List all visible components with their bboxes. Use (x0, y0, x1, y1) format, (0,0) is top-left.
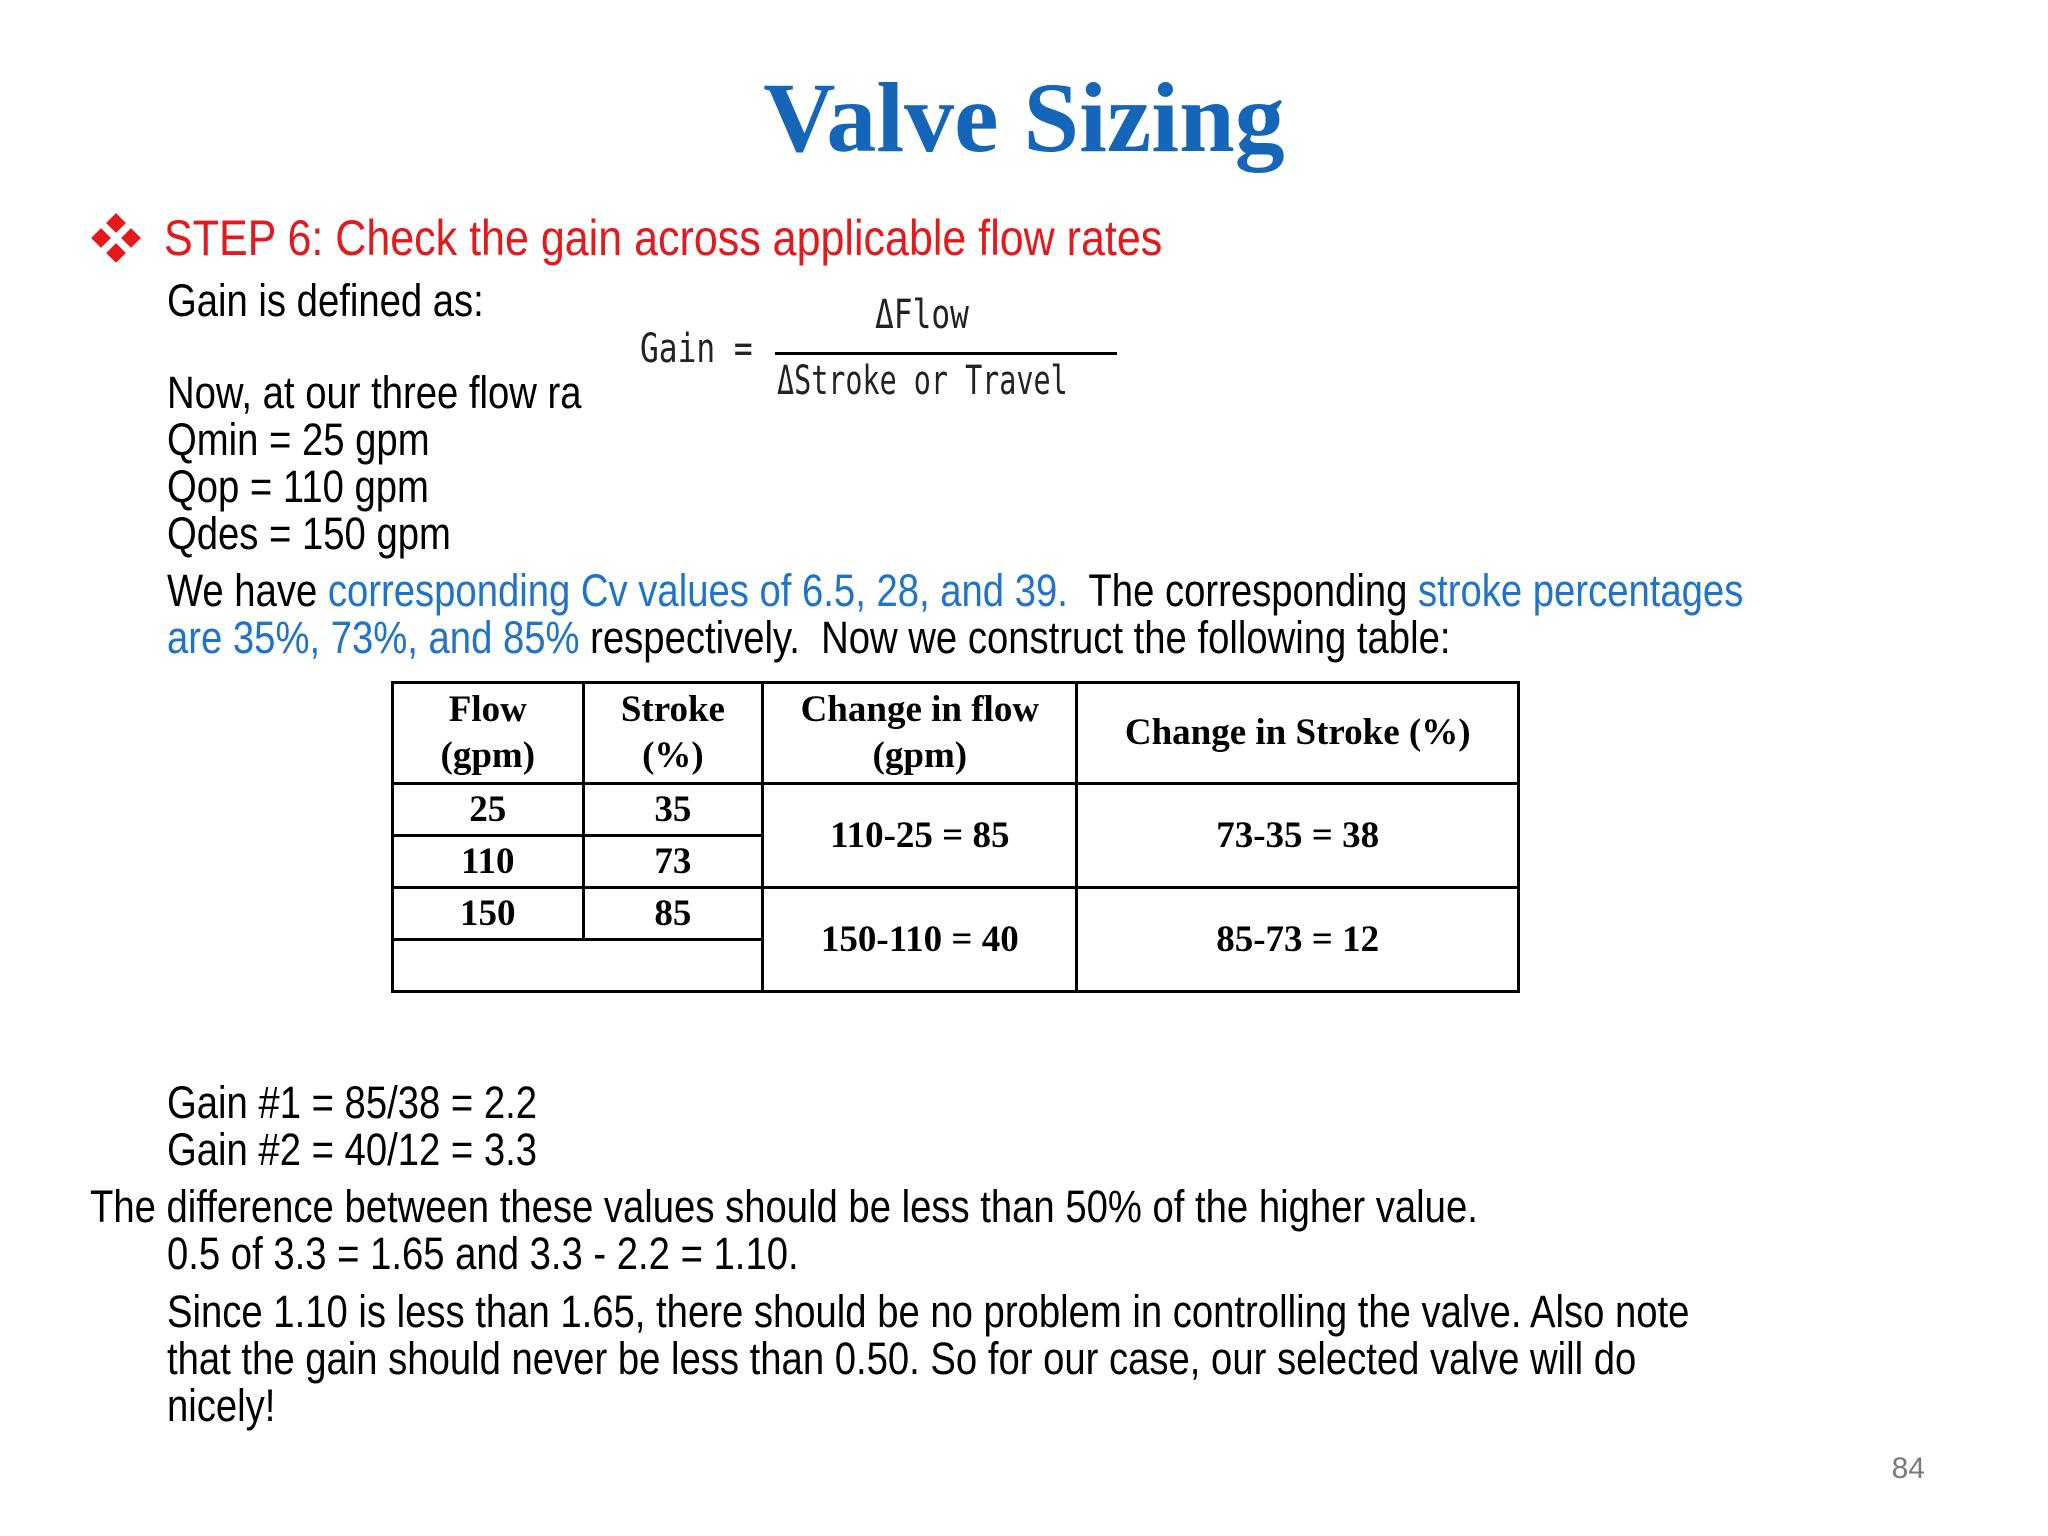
gain-defined-text: Gain is defined as: (167, 275, 484, 326)
page-number: 84 (1891, 1452, 1925, 1485)
table-row (393, 888, 1519, 940)
cell-change-flow: 150-110 = 40 (763, 888, 1077, 992)
formula-lhs: Gain = (640, 326, 753, 372)
table-row (393, 784, 1519, 836)
gain-formula (625, 286, 1125, 406)
slide-title: Valve Sizing (763, 62, 1285, 173)
cell-stroke: 73 (583, 836, 763, 888)
conclusion-line-1: Since 1.10 is less than 1.65, there should be no problem in controlling the valve. Also note (167, 1286, 1690, 1337)
flow-rate-qdes: Qdes = 150 gpm (167, 508, 451, 559)
flow-rate-qmin: Qmin = 25 gpm (167, 414, 430, 465)
empty-cell (393, 940, 763, 992)
cell-change-stroke: 73-35 = 38 (1077, 784, 1519, 888)
gain-table (391, 681, 1520, 993)
step-text: STEP 6: Check the gain across applicable flow rates (164, 210, 1163, 266)
cell-flow: 150 (393, 888, 584, 940)
stroke-values-highlight: are 35%, 73%, and 85% (167, 612, 580, 663)
cell-change-stroke: 85-73 = 12 (1077, 888, 1519, 992)
calculation-text: 0.5 of 3.3 = 1.65 and 3.3 - 2.2 = 1.10. (167, 1228, 799, 1279)
cell-change-flow: 110-25 = 85 (763, 784, 1077, 888)
cell-stroke: 35 (583, 784, 763, 836)
formula-denominator: ΔStroke or Travel (777, 358, 1068, 404)
flow-rate-qop: Qop = 110 gpm (167, 461, 429, 512)
step-heading (92, 208, 1325, 268)
paragraph-line-2 (167, 614, 1450, 661)
conclusion-line-2: that the gain should never be less than 0.50. So for our case, our selected valve will do (167, 1333, 1637, 1384)
difference-text: The difference between these values should be less than 50% of the higher value. (90, 1181, 1478, 1232)
header-change-stroke: Change in Stroke (%) (1077, 683, 1519, 784)
cell-stroke: 85 (583, 888, 763, 940)
paragraph-line-1 (167, 567, 1743, 614)
cell-flow: 25 (393, 784, 584, 836)
header-flow: Flow (gpm) (393, 683, 584, 784)
gain-1: Gain #1 = 85/38 = 2.2 (167, 1077, 538, 1128)
stroke-highlight: stroke percentages (1418, 565, 1744, 616)
para-text: The corresponding (1067, 565, 1419, 616)
table-header-row (393, 683, 1519, 784)
para-text: We have (167, 565, 328, 616)
formula-numerator: ΔFlow (875, 292, 969, 338)
header-change-flow: Change in flow (gpm) (763, 683, 1077, 784)
flow-rates-intro: Now, at our three flow ra (167, 367, 582, 418)
para-text: respectively. Now we construct the following table: (579, 612, 1451, 663)
conclusion-line-3: nicely! (167, 1380, 276, 1431)
fraction-bar (775, 352, 1117, 355)
cv-values-highlight: corresponding Cv values of 6.5, 28, and 39. (327, 565, 1068, 616)
gain-2: Gain #2 = 40/12 = 3.3 (167, 1124, 538, 1175)
cell-flow: 110 (393, 836, 584, 888)
four-diamond-bullet-icon (92, 214, 140, 262)
header-stroke: Stroke (%) (583, 683, 763, 784)
